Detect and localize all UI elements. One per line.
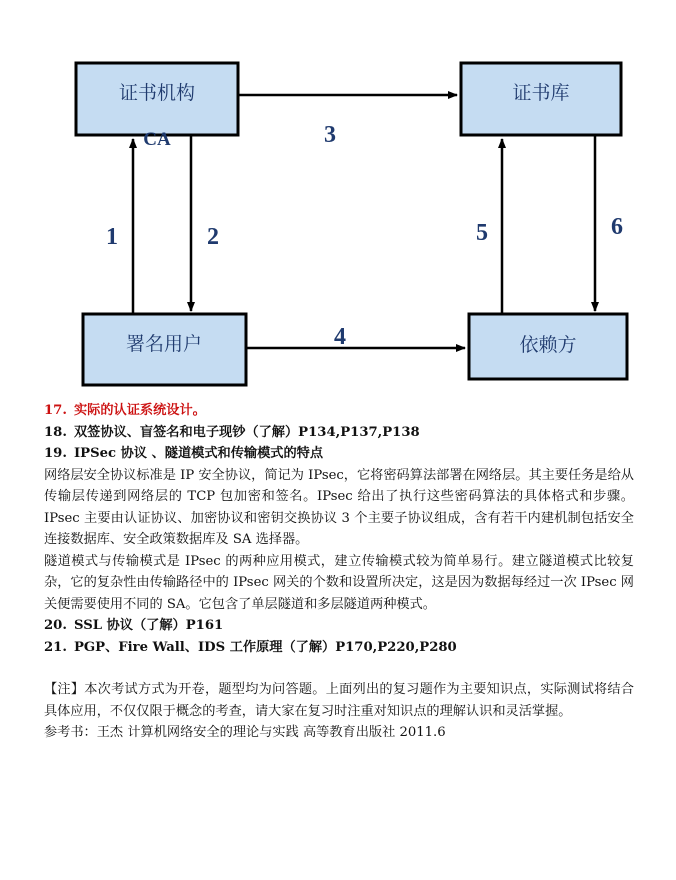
section-title: PGP、Fire Wall、IDS 工作原理（了解）P170,P220,P280 [74,639,457,655]
box-signer-label: 署名用户 [125,333,203,355]
box-signing-user [83,314,246,385]
box-relying-party [469,314,627,379]
box-ca-sublabel: CA [143,129,171,150]
box-relying-label: 依赖方 [519,334,577,356]
section-title: 双签协议、盲签名和电子现钞（了解）P134,P137,P138 [74,424,420,440]
section-title: 实际的认证系统设计。 [74,403,206,418]
spacer [44,658,634,679]
arrow-number-2: 2 [207,224,219,250]
section-number: 21. [44,639,67,655]
section-number: 18. [44,424,67,440]
section-number: 19. [44,446,67,461]
arrow-number-4: 4 [334,324,346,350]
section-19-heading [44,443,634,465]
box-certificate-repository [461,63,621,135]
arrow-number-5: 5 [476,220,488,246]
review-content [44,400,634,744]
box-certificate-authority [76,63,238,135]
section-18-heading [44,422,634,444]
section-17-heading [44,400,634,422]
arrow-number-6: 6 [611,214,623,240]
exam-note: 【注】本次考试方式为开卷，题型均为问答题。上面列出的复习题作为主要知识点，实际测试将结合具体应用，不仅仅限于概念的考查，请大家在复习时注重对知识点的理解认识和灵活掌握。 [44,682,634,719]
arrow-number-3: 3 [324,122,336,148]
section-title: IPSec 协议 、隧道模式和传输模式的特点 [74,446,324,461]
tunnel-transport-paragraph: 隧道模式与传输模式是 IPsec 的两种应用模式，建立传输模式较为简单易行。建立隧道模式比较复杂，它的复杂性由传输路径中的 IPsec 网关的个数和设置所决定，这是因为数据每经过一次 IPsec 网关便需要使用不同的 SA。它包含了单层隧道和多层隧道两种模式。 [44,553,634,612]
box-repo-label: 证书库 [512,82,570,104]
section-21-heading [44,637,634,659]
arrow-number-1: 1 [106,224,118,250]
box-ca-label: 证书机构 [118,82,196,104]
section-title: SSL 协议（了解）P161 [74,618,224,633]
section-number: 17. [44,403,67,418]
ipsec-paragraph: 网络层安全协议标准是 IP 安全协议，简记为 IPsec，它将密码算法部署在网络层。其主要任务是给从传输层传递到网络层的 TCP 包加密和签名。IPsec 给出了执行这些密码算法的具体格式和步骤。IPsec 主要由认证协议、加密协议和密钥交换协议 3 个主要子协议组成，含有若干内建机制包括安全连接数据库、安全政策数据库及 SA 选择器。 [44,467,634,547]
certification-system-diagram [0,0,676,400]
reference-book: 参考书：王杰 计算机网络安全的理论与实践 高等教育出版社 2011.6 [44,725,446,740]
section-number: 20. [44,618,67,633]
section-20-heading [44,615,634,637]
